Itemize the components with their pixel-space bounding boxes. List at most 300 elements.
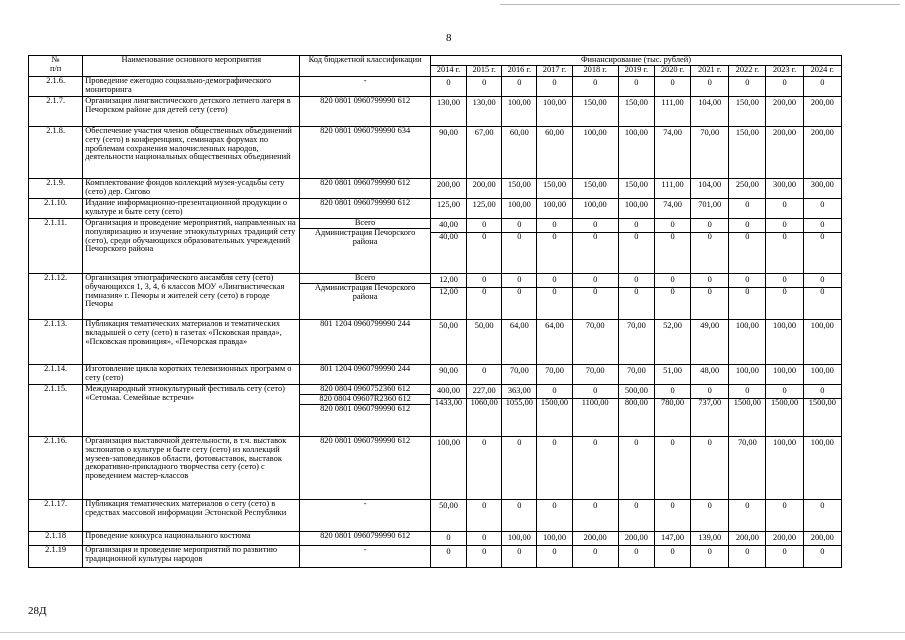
financing-value: 100,00 — [735, 321, 759, 330]
financing-value: 111,00 — [661, 98, 684, 107]
financing-value-cell — [502, 437, 537, 500]
budget-code-cell — [300, 274, 431, 320]
financing-value: 64,00 — [545, 321, 564, 330]
financing-value: 0 — [820, 200, 825, 209]
financing-value-cell — [430, 127, 466, 179]
financing-value-cell — [572, 97, 618, 127]
activity-name: Публикация тематических материалов и тематических вкладышей о сету (сето) в газетах «Псковская правда», «Псковская провинция», «Печорская правда» — [83, 320, 300, 365]
table-row — [29, 385, 842, 437]
financing-value: 0 — [619, 287, 654, 299]
financing-value: 0 — [670, 220, 675, 229]
financing-value-cell — [618, 437, 654, 500]
financing-value-cell — [430, 532, 466, 546]
financing-value-cell — [537, 274, 572, 320]
financing-value: 0 — [517, 78, 522, 87]
row-number: 2.1.6. — [29, 77, 83, 97]
financing-value-cell — [430, 199, 466, 219]
financing-value: 0 — [482, 366, 487, 375]
financing-value-cell — [691, 500, 729, 532]
header-year: 2024 г. — [803, 66, 841, 77]
financing-value-cell — [502, 179, 537, 199]
financing-value-cell — [691, 219, 729, 274]
financing-value-cell — [430, 500, 466, 532]
financing-value-cell — [803, 219, 841, 274]
financing-value: 0 — [707, 386, 712, 395]
budget-code: - — [363, 499, 367, 508]
financing-value-cell — [572, 532, 618, 546]
financing-value: 1100,00 — [573, 398, 618, 410]
financing-value: 0 — [619, 232, 654, 244]
financing-value: 70,00 — [700, 128, 720, 137]
financing-value-cell — [467, 97, 502, 127]
financing-value: 67,00 — [474, 128, 494, 137]
financing-value: 0 — [634, 220, 639, 229]
budget-code: 801 1204 0960799990 244 — [320, 319, 411, 328]
financing-value-cell — [654, 219, 690, 274]
financing-value-cell — [467, 365, 502, 385]
budget-code: 820 0804 09607R2360 612 — [300, 394, 430, 404]
financing-value-cell — [729, 500, 766, 532]
financing-value-cell — [502, 320, 537, 365]
header-year: 2022 г. — [729, 66, 766, 77]
financing-value: 74,00 — [663, 128, 682, 137]
financing-value: 0 — [745, 501, 750, 510]
financing-value: 300,00 — [810, 180, 834, 189]
financing-value-cell — [691, 320, 729, 365]
financing-value-cell — [467, 199, 502, 219]
header-year: 2015 г. — [467, 66, 502, 77]
table-row — [29, 532, 842, 546]
financing-value: 0 — [467, 232, 501, 244]
financing-value: 150,00 — [507, 180, 531, 189]
financing-value: 70,00 — [626, 321, 646, 330]
financing-value-cell — [430, 437, 466, 500]
financing-value: 0 — [502, 232, 536, 244]
financing-value-cell — [803, 97, 841, 127]
activity-name: Изготовление цикла коротких телевизионных программ о сету (сето) — [83, 365, 300, 385]
financing-value-cell — [691, 274, 729, 320]
financing-value: 48,00 — [700, 366, 720, 375]
financing-value-cell — [766, 320, 803, 365]
financing-value: 0 — [670, 386, 675, 395]
row-number: 2.1.19 — [29, 546, 83, 568]
table-row — [29, 127, 842, 179]
financing-value: 52,00 — [663, 321, 682, 330]
budget-code-cell — [300, 127, 431, 179]
row-number: 2.1.7. — [29, 97, 83, 127]
financing-value-cell — [766, 532, 803, 546]
header-year: 2023 г. — [766, 66, 803, 77]
budget-code: 801 1204 0960799990 244 — [320, 364, 411, 373]
financing-value-cell — [618, 77, 654, 97]
financing-value-cell — [537, 179, 572, 199]
financing-value: 0 — [766, 287, 802, 299]
financing-value-cell — [691, 179, 729, 199]
financing-value: 780,00 — [655, 398, 690, 410]
financing-value-cell — [572, 179, 618, 199]
financing-value: 147,00 — [661, 533, 685, 542]
financing-value: 0 — [670, 275, 675, 284]
financing-value: 0 — [670, 78, 675, 87]
financing-value-cell — [654, 274, 690, 320]
financing-value: 0 — [593, 438, 598, 447]
financing-value-cell — [729, 532, 766, 546]
financing-value: 0 — [446, 78, 451, 87]
financing-value-cell — [691, 365, 729, 385]
financing-value-cell — [618, 127, 654, 179]
financing-value-cell — [502, 532, 537, 546]
row-number: 2.1.9. — [29, 179, 83, 199]
activity-name: Организация этнографического ансамбля сету (сето) обучающихся 1, 3, 4, 6 классов МОУ «Лингвистическая гимназия» г. Печоры и жителей сету (сето) в городе Печоры — [83, 274, 300, 320]
financing-value-cell — [691, 127, 729, 179]
financing-value: 0 — [573, 232, 618, 244]
financing-value-cell — [537, 385, 572, 437]
budget-code-cell — [300, 500, 431, 532]
financing-value-cell — [618, 385, 654, 437]
financing-value: 0 — [482, 533, 487, 542]
budget-code: Администрация Печорского района — [300, 228, 430, 247]
financing-value-cell — [766, 500, 803, 532]
financing-value-cell — [572, 219, 618, 274]
financing-value: 104,00 — [698, 98, 722, 107]
financing-value-cell — [572, 365, 618, 385]
financing-value: 74,00 — [663, 200, 682, 209]
financing-value-cell — [803, 199, 841, 219]
financing-value: 0 — [517, 438, 522, 447]
financing-value: 500,00 — [624, 386, 648, 395]
financing-value-cell — [572, 500, 618, 532]
financing-value: 200,00 — [624, 533, 648, 542]
financing-value-cell — [803, 500, 841, 532]
budget-code-cell — [300, 437, 431, 500]
financing-value: 0 — [707, 547, 712, 556]
header-code: Код бюджетной классификации — [300, 56, 431, 77]
financing-value: 0 — [482, 220, 487, 229]
financing-value: 100,00 — [810, 321, 834, 330]
financing-value-cell — [467, 320, 502, 365]
financing-value: 200,00 — [735, 533, 759, 542]
financing-value: 100,00 — [507, 98, 531, 107]
financing-value-cell — [654, 437, 690, 500]
financing-value-cell — [430, 219, 466, 274]
table-row — [29, 365, 842, 385]
financing-value: 104,00 — [698, 180, 722, 189]
financing-value-cell — [430, 320, 466, 365]
financing-value-cell — [430, 385, 466, 437]
financing-value-cell — [572, 127, 618, 179]
financing-value-cell — [766, 385, 803, 437]
financing-value: 0 — [707, 438, 712, 447]
financing-value: 200,00 — [773, 128, 797, 137]
header-year: 2020 г. — [654, 66, 690, 77]
budget-code-cell — [300, 365, 431, 385]
financing-value: 1433,00 — [431, 398, 466, 410]
budget-code-cell — [300, 532, 431, 546]
financing-value: 0 — [670, 501, 675, 510]
financing-value: 50,00 — [439, 501, 458, 510]
financing-value: 1500,00 — [804, 398, 841, 410]
financing-value: 0 — [691, 287, 728, 299]
financing-value-cell — [618, 500, 654, 532]
financing-value-cell — [729, 437, 766, 500]
financing-value: 40,00 — [439, 220, 458, 229]
financing-value: 0 — [670, 438, 675, 447]
financing-value: 0 — [804, 232, 841, 244]
financing-value-cell — [537, 199, 572, 219]
financing-value: 0 — [552, 220, 557, 229]
financing-value-cell — [467, 274, 502, 320]
financing-value: 0 — [482, 501, 487, 510]
header-name: Наименование основного мероприятия — [83, 56, 300, 77]
financing-value: 0 — [593, 275, 598, 284]
financing-value-cell — [766, 219, 803, 274]
financing-value-cell — [691, 199, 729, 219]
financing-value: 0 — [820, 275, 825, 284]
financing-value-cell — [766, 127, 803, 179]
row-number: 2.1.12. — [29, 274, 83, 320]
financing-value: 0 — [820, 78, 825, 87]
financing-value: 0 — [467, 287, 501, 299]
budget-code: Всего — [354, 273, 376, 282]
financing-value-cell — [803, 437, 841, 500]
financing-value: 0 — [745, 275, 750, 284]
financing-value: 0 — [745, 386, 750, 395]
financing-value-cell — [502, 219, 537, 274]
table-row — [29, 320, 842, 365]
financing-value-cell — [430, 77, 466, 97]
financing-value: 300,00 — [773, 180, 797, 189]
financing-value-cell — [654, 127, 690, 179]
financing-value: 0 — [552, 438, 557, 447]
financing-value-cell — [654, 546, 690, 568]
financing-value-cell — [803, 365, 841, 385]
financing-value: 100,00 — [542, 98, 566, 107]
financing-value-cell — [618, 365, 654, 385]
financing-value: 0 — [820, 386, 825, 395]
financing-value: 100,00 — [624, 128, 648, 137]
financing-value: 0 — [782, 220, 787, 229]
scan-edge-line — [500, 4, 900, 5]
financing-value: 0 — [655, 232, 690, 244]
financing-value: 0 — [552, 501, 557, 510]
financing-value: 0 — [707, 220, 712, 229]
header-num: № п/п — [29, 56, 83, 77]
financing-value-cell — [467, 532, 502, 546]
header-year: 2017 г. — [537, 66, 572, 77]
table-row — [29, 77, 842, 97]
financing-value-cell — [572, 320, 618, 365]
financing-value-cell — [502, 199, 537, 219]
financing-table — [28, 55, 842, 568]
financing-value: 0 — [482, 547, 487, 556]
budget-code: 820 0801 0960799990 634 — [320, 126, 411, 135]
financing-value: 70,00 — [737, 438, 757, 447]
financing-value: 0 — [782, 200, 787, 209]
financing-value: 0 — [670, 547, 675, 556]
financing-value-cell — [618, 199, 654, 219]
financing-value-cell — [430, 179, 466, 199]
table-row — [29, 274, 842, 320]
financing-value: 0 — [482, 78, 487, 87]
financing-value: 0 — [804, 287, 841, 299]
table-row — [29, 179, 842, 199]
financing-value-cell — [502, 385, 537, 437]
budget-code: - — [363, 545, 367, 554]
financing-value-cell — [766, 77, 803, 97]
financing-value-cell — [729, 320, 766, 365]
financing-value: 0 — [517, 547, 522, 556]
financing-value-cell — [654, 97, 690, 127]
financing-value: 100,00 — [810, 438, 834, 447]
header-year: 2018 г. — [572, 66, 618, 77]
header-year: 2014 г. — [430, 66, 466, 77]
financing-value-cell — [654, 365, 690, 385]
financing-value: 0 — [517, 501, 522, 510]
financing-value-cell — [572, 385, 618, 437]
row-number: 2.1.16. — [29, 437, 83, 500]
budget-code: 820 0801 0960799990 612 — [320, 436, 411, 445]
table-row — [29, 500, 842, 532]
row-number: 2.1.15. — [29, 385, 83, 437]
financing-value-cell — [467, 127, 502, 179]
financing-value-cell — [691, 546, 729, 568]
financing-value: 90,00 — [439, 366, 458, 375]
financing-value-cell — [537, 365, 572, 385]
financing-value: 0 — [820, 220, 825, 229]
financing-value: 0 — [707, 78, 712, 87]
budget-code: 820 0801 0960799990 612 — [320, 178, 411, 187]
budget-code-cell — [300, 199, 431, 219]
financing-value-cell — [537, 546, 572, 568]
financing-value: 0 — [782, 78, 787, 87]
financing-value-cell — [467, 77, 502, 97]
financing-value: 0 — [745, 220, 750, 229]
table-row — [29, 437, 842, 500]
budget-code-cell — [300, 179, 431, 199]
financing-value: 0 — [634, 275, 639, 284]
financing-value-cell — [430, 97, 466, 127]
header-financing: Финансирование (тыс. рублей) — [430, 56, 841, 66]
row-number: 2.1.17. — [29, 500, 83, 532]
financing-value-cell — [537, 500, 572, 532]
financing-value-cell — [572, 77, 618, 97]
financing-value-cell — [467, 179, 502, 199]
financing-value: 0 — [552, 275, 557, 284]
financing-value-cell — [467, 437, 502, 500]
financing-value: 0 — [707, 275, 712, 284]
financing-value: 0 — [593, 547, 598, 556]
table-row — [29, 97, 842, 127]
financing-value: 0 — [446, 547, 451, 556]
budget-code-cell — [300, 546, 431, 568]
financing-value-cell — [572, 274, 618, 320]
financing-value: 150,00 — [583, 98, 607, 107]
financing-value-cell — [572, 199, 618, 219]
budget-code: - — [363, 76, 367, 85]
financing-value-cell — [691, 385, 729, 437]
financing-value-cell — [691, 437, 729, 500]
financing-value-cell — [618, 97, 654, 127]
financing-value-cell — [430, 274, 466, 320]
financing-value-cell — [766, 199, 803, 219]
financing-value: 0 — [766, 232, 802, 244]
table-row — [29, 546, 842, 568]
financing-value-cell — [537, 77, 572, 97]
financing-value: 200,00 — [773, 98, 797, 107]
financing-value-cell — [537, 437, 572, 500]
financing-value: 100,00 — [773, 438, 797, 447]
financing-value: 800,00 — [619, 398, 654, 410]
activity-name: Организация лингвистического детского летнего лагеря в Печорском районе для детей сету (сето) — [83, 97, 300, 127]
financing-value: 125,00 — [436, 200, 461, 209]
financing-value: 0 — [634, 438, 639, 447]
financing-value-cell — [691, 532, 729, 546]
financing-value: 400,00 — [436, 386, 461, 395]
row-number: 2.1.14. — [29, 365, 83, 385]
financing-value: 0 — [593, 501, 598, 510]
financing-value: 0 — [517, 275, 522, 284]
budget-code: Администрация Печорского района — [300, 283, 430, 302]
financing-value: 0 — [729, 287, 765, 299]
activity-name: Проведение конкурса национального костюма — [83, 532, 300, 546]
financing-value-cell — [618, 179, 654, 199]
financing-value: 1060,00 — [467, 398, 501, 410]
financing-value: 12,00 — [431, 287, 466, 299]
financing-value: 150,00 — [583, 180, 607, 189]
financing-value-cell — [766, 274, 803, 320]
financing-value: 139,00 — [698, 533, 722, 542]
financing-value-cell — [502, 546, 537, 568]
financing-value-cell — [618, 274, 654, 320]
header-year: 2019 г. — [618, 66, 654, 77]
financing-value: 0 — [729, 232, 765, 244]
financing-value: 0 — [482, 275, 487, 284]
financing-value-cell — [803, 127, 841, 179]
financing-value: 0 — [573, 287, 618, 299]
financing-value: 227,00 — [472, 386, 496, 395]
financing-value: 0 — [502, 287, 536, 299]
row-number: 2.1.8. — [29, 127, 83, 179]
financing-value-cell — [803, 274, 841, 320]
financing-value-cell — [729, 97, 766, 127]
financing-value: 250,00 — [735, 180, 759, 189]
financing-value-cell — [537, 127, 572, 179]
activity-name: Организация выставочной деятельности, в т.ч. выставок экспонатов о культуре и быте сету (сето) из коллекций музеев-заповедников области, фотовыставок, выставок декоративно-прикладного творчества сету (сето) с проведением мастер-классов — [83, 437, 300, 500]
financing-value-cell — [654, 179, 690, 199]
financing-value-cell — [502, 77, 537, 97]
financing-value-cell — [691, 77, 729, 97]
activity-name: Организация и проведение мероприятий, направленных на популяризацию и изучение этнокультурных традиций сету (сето), среди обучающихся образовательных учреждений Печорского района — [83, 219, 300, 274]
activity-name: Публикация тематических материалов о сету (сето) в средствах массовой информации Эстонской Республики — [83, 500, 300, 532]
financing-value: 0 — [782, 547, 787, 556]
financing-value-cell — [502, 365, 537, 385]
activity-name: Организация и проведение мероприятий по развитию традиционной культуры народов — [83, 546, 300, 568]
financing-value: 100,00 — [773, 321, 797, 330]
financing-value-cell — [430, 365, 466, 385]
financing-value: 0 — [552, 78, 557, 87]
financing-value-cell — [467, 500, 502, 532]
row-number: 2.1.18 — [29, 532, 83, 546]
financing-value: 0 — [634, 547, 639, 556]
financing-value: 40,00 — [431, 232, 466, 244]
activity-name: Проведение ежегодно социально-демографического мониторинга — [83, 77, 300, 97]
financing-value-cell — [729, 274, 766, 320]
financing-value-cell — [467, 219, 502, 274]
financing-value: 100,00 — [583, 128, 607, 137]
row-number: 2.1.11. — [29, 219, 83, 274]
financing-value-cell — [618, 546, 654, 568]
financing-value: 0 — [446, 533, 451, 542]
